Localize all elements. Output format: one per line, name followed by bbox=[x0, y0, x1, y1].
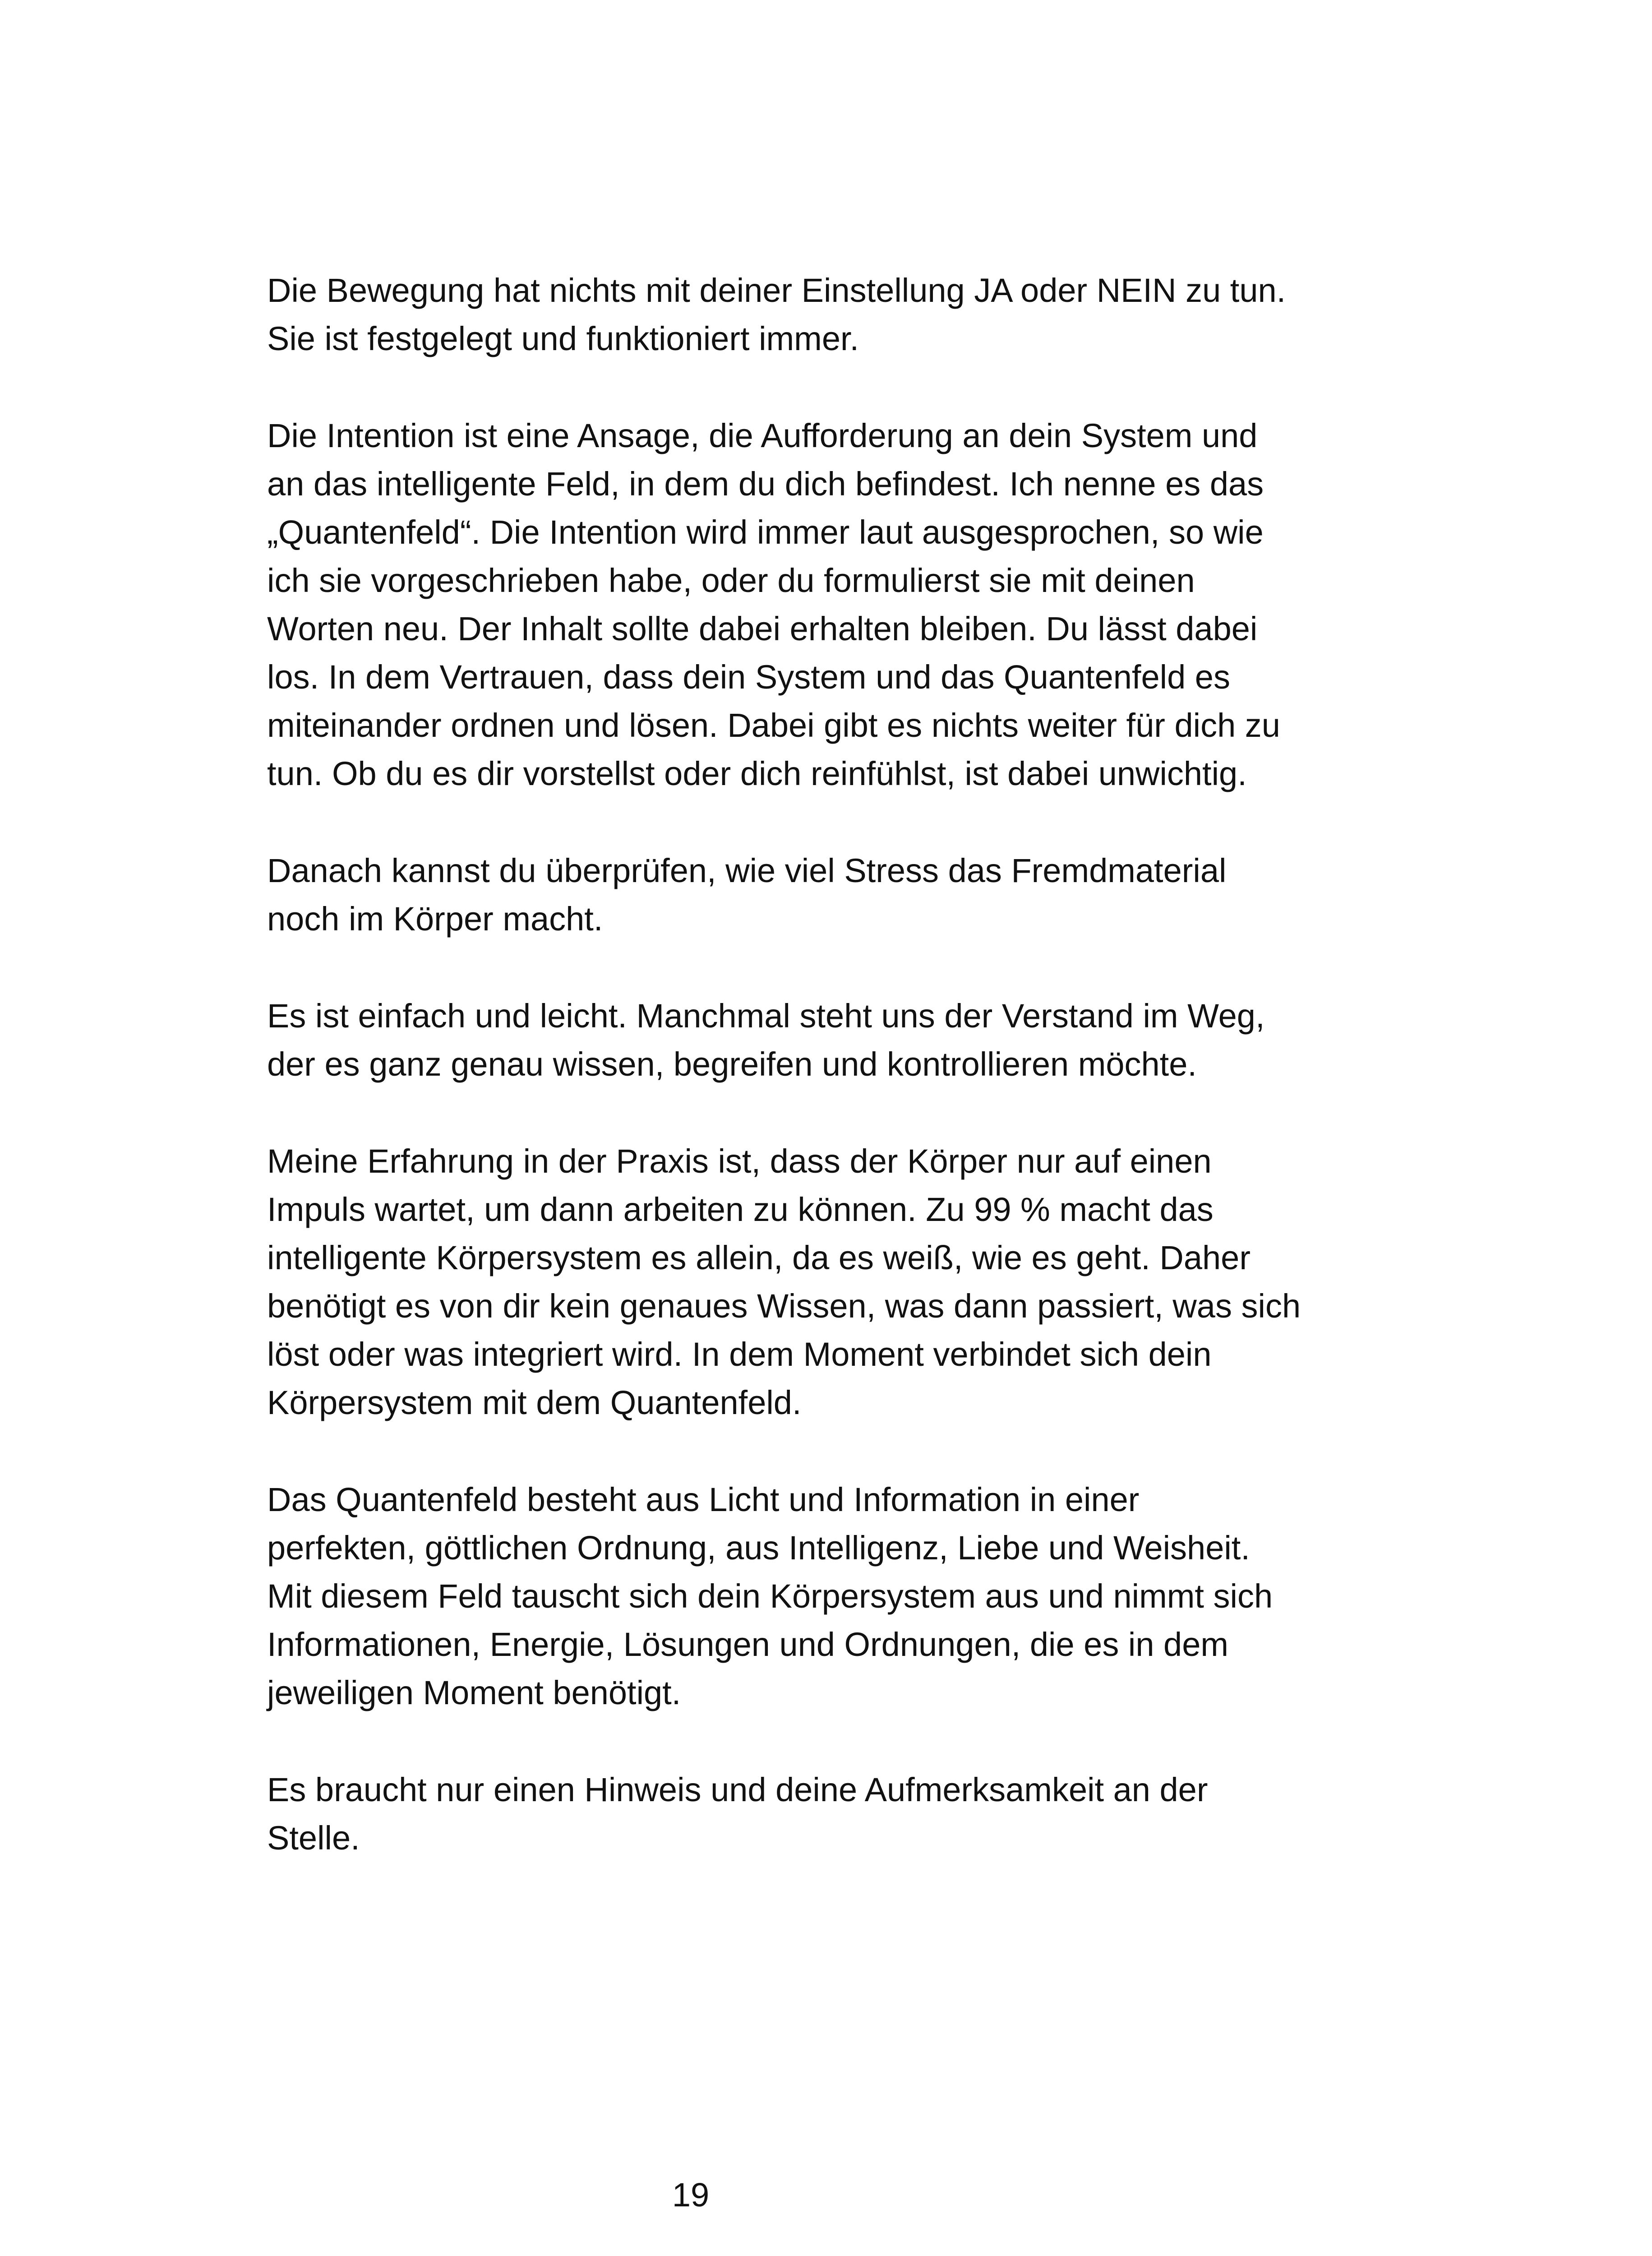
paragraph-quantum-field bbox=[267, 1475, 1408, 1717]
text-line: löst oder was integriert wird. In dem Moment verbindet sich dein bbox=[267, 1336, 1212, 1373]
text-line: Impuls wartet, um dann arbeiten zu können. Zu 99 % macht das bbox=[267, 1191, 1214, 1228]
page-number: 19 bbox=[672, 2176, 710, 2214]
paragraph-simple bbox=[267, 992, 1408, 1088]
text-line: jeweiligen Moment benötigt. bbox=[267, 1674, 681, 1711]
text-line: Stelle. bbox=[267, 1819, 360, 1857]
text-line: Worten neu. Der Inhalt sollte dabei erhalten bleiben. Du lässt dabei bbox=[267, 610, 1258, 647]
text-line: benötigt es von dir kein genaues Wissen, was dann passiert, was sich bbox=[267, 1287, 1301, 1325]
text-line: Die Bewegung hat nichts mit deiner Einstellung JA oder NEIN zu tun. bbox=[267, 272, 1286, 309]
text-line: intelligente Körpersystem es allein, da es weiß, wie es geht. Daher bbox=[267, 1239, 1251, 1276]
text-line: los. In dem Vertrauen, dass dein System und das Quantenfeld es bbox=[267, 658, 1230, 696]
text-line: Es braucht nur einen Hinweis und deine Aufmerksamkeit an der bbox=[267, 1771, 1208, 1808]
text-line: der es ganz genau wissen, begreifen und kontrollieren möchte. bbox=[267, 1045, 1197, 1083]
text-line: noch im Körper macht. bbox=[267, 900, 603, 938]
paragraph-attention bbox=[267, 1766, 1408, 1862]
text-line: Das Quantenfeld besteht aus Licht und Information in einer bbox=[267, 1481, 1140, 1518]
body-text bbox=[267, 266, 1408, 1911]
text-line: Informationen, Energie, Lösungen und Ordnungen, die es in dem bbox=[267, 1626, 1229, 1663]
text-line: Sie ist festgelegt und funktioniert immer. bbox=[267, 320, 859, 357]
text-line: Die Intention ist eine Ansage, die Aufforderung an dein System und bbox=[267, 417, 1258, 454]
text-line: miteinander ordnen und lösen. Dabei gibt es nichts weiter für dich zu bbox=[267, 707, 1280, 744]
text-line: Meine Erfahrung in der Praxis ist, dass der Körper nur auf einen bbox=[267, 1142, 1212, 1180]
paragraph-intention bbox=[267, 411, 1408, 798]
text-line: Danach kannst du überprüfen, wie viel Stress das Fremdmaterial bbox=[267, 852, 1227, 889]
text-line: ich sie vorgeschrieben habe, oder du formulierst sie mit deinen bbox=[267, 562, 1195, 599]
text-line: Mit diesem Feld tauscht sich dein Körpersystem aus und nimmt sich bbox=[267, 1577, 1273, 1615]
paragraph-movement bbox=[267, 266, 1408, 363]
text-line: „Quantenfeld“. Die Intention wird immer laut ausgesprochen, so wie bbox=[267, 513, 1264, 551]
paragraph-stress-check bbox=[267, 846, 1408, 943]
text-line: Es ist einfach und leicht. Manchmal steht uns der Verstand im Weg, bbox=[267, 997, 1265, 1035]
text-line: perfekten, göttlichen Ordnung, aus Intelligenz, Liebe und Weisheit. bbox=[267, 1529, 1250, 1567]
text-line: tun. Ob du es dir vorstellst oder dich reinfühlst, ist dabei unwichtig. bbox=[267, 755, 1247, 792]
text-line: an das intelligente Feld, in dem du dich befindest. Ich nenne es das bbox=[267, 465, 1264, 503]
paragraph-experience bbox=[267, 1137, 1408, 1427]
text-line: Körpersystem mit dem Quantenfeld. bbox=[267, 1384, 802, 1421]
